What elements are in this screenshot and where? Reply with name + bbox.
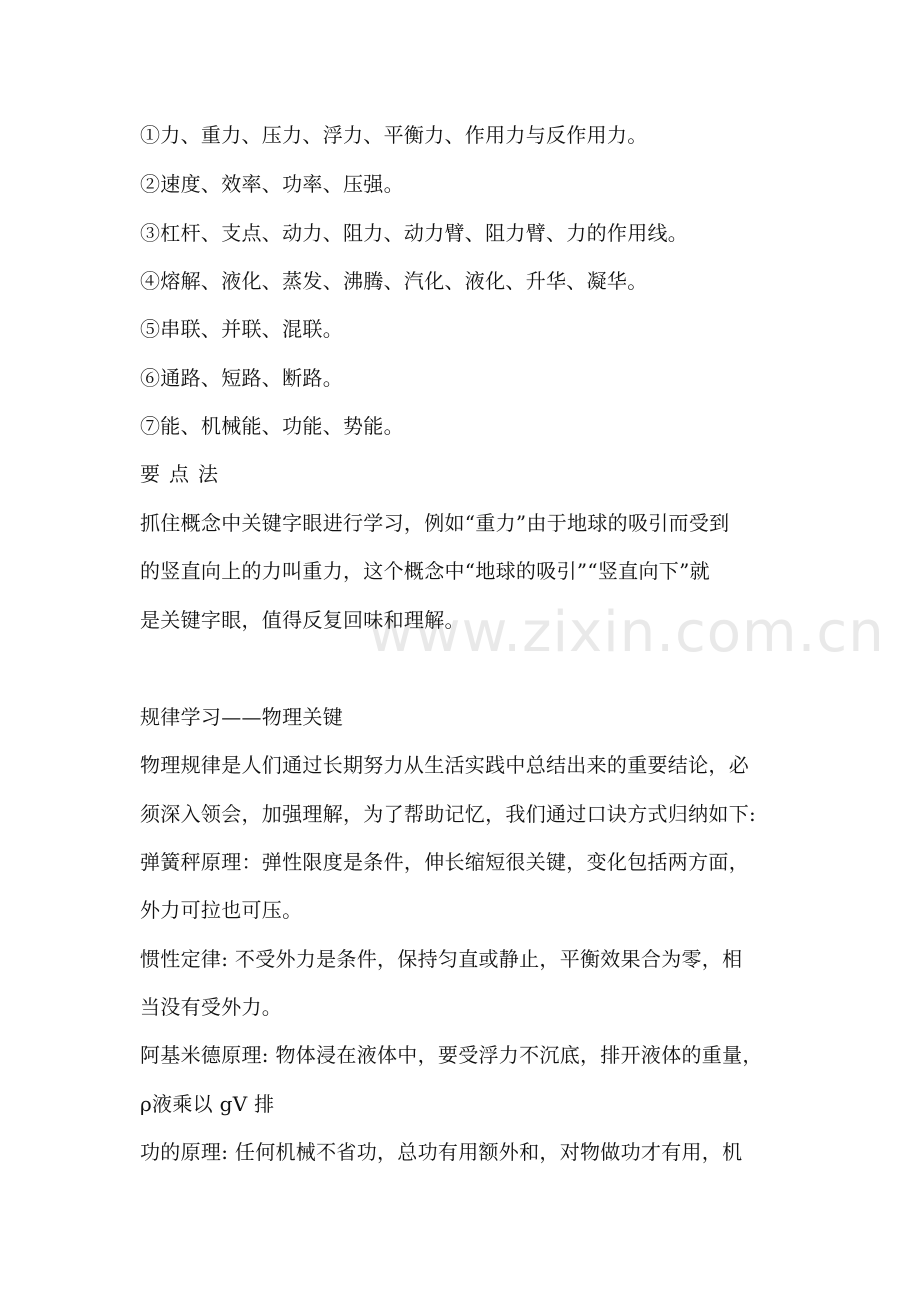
paragraph-line: 惯性定律: 不受外力是条件，保持匀直或静止，平衡效果合为零，相	[140, 947, 743, 971]
section-heading: 要点法	[140, 462, 227, 486]
paragraph-line: 阿基米德原理: 物体浸在液体中，要受浮力不沉底，排开液体的重量，	[140, 1043, 763, 1067]
paragraph-line: 当没有受外力。	[140, 995, 283, 1019]
paragraph-line: 物理规律是人们通过长期努力从生活实践中总结出来的重要结论，必	[140, 753, 749, 777]
paragraph-line: 外力可拉也可压。	[140, 898, 303, 922]
paragraph-line: 须深入领会，加强理解，为了帮助记忆，我们通过口诀方式归纳如下:	[140, 802, 757, 826]
paragraph-line: 的竖直向上的力叫重力，这个概念中“地球的吸引”“竖直向下”就	[140, 559, 710, 583]
paragraph-line: 功的原理: 任何机械不省功，总功有用额外和，对物做功才有用，机	[140, 1140, 743, 1164]
list-item: ⑦能、机械能、功能、势能。	[140, 414, 404, 438]
list-item: ③杠杆、支点、动力、阻力、动力臂、阻力臂、力的作用线。	[140, 221, 689, 245]
paragraph-line: 是关键字眼，值得反复回味和理解。	[140, 608, 465, 632]
list-item: ④熔解、液化、蒸发、沸腾、汽化、液化、升华、凝华。	[140, 269, 648, 293]
list-item: ⑤串联、并联、混联。	[140, 317, 343, 341]
paragraph-line: 弹簧秤原理：弹性限度是条件，伸长缩短很关键，变化包括两方面，	[140, 850, 749, 874]
list-item: ⑥通路、短路、断路。	[140, 366, 343, 390]
watermark: www.zixin.com.cn	[368, 600, 885, 665]
paragraph-line: ρ液乘以 gV 排	[140, 1092, 275, 1116]
list-item: ②速度、效率、功率、压强。	[140, 172, 404, 196]
list-item: ①力、重力、压力、浮力、平衡力、作用力与反作用力。	[140, 123, 648, 147]
paragraph-line: 抓住概念中关键字眼进行学习，例如“重力”由于地球的吸引而受到	[140, 511, 730, 535]
section-title: 规律学习——物理关键	[140, 705, 343, 729]
